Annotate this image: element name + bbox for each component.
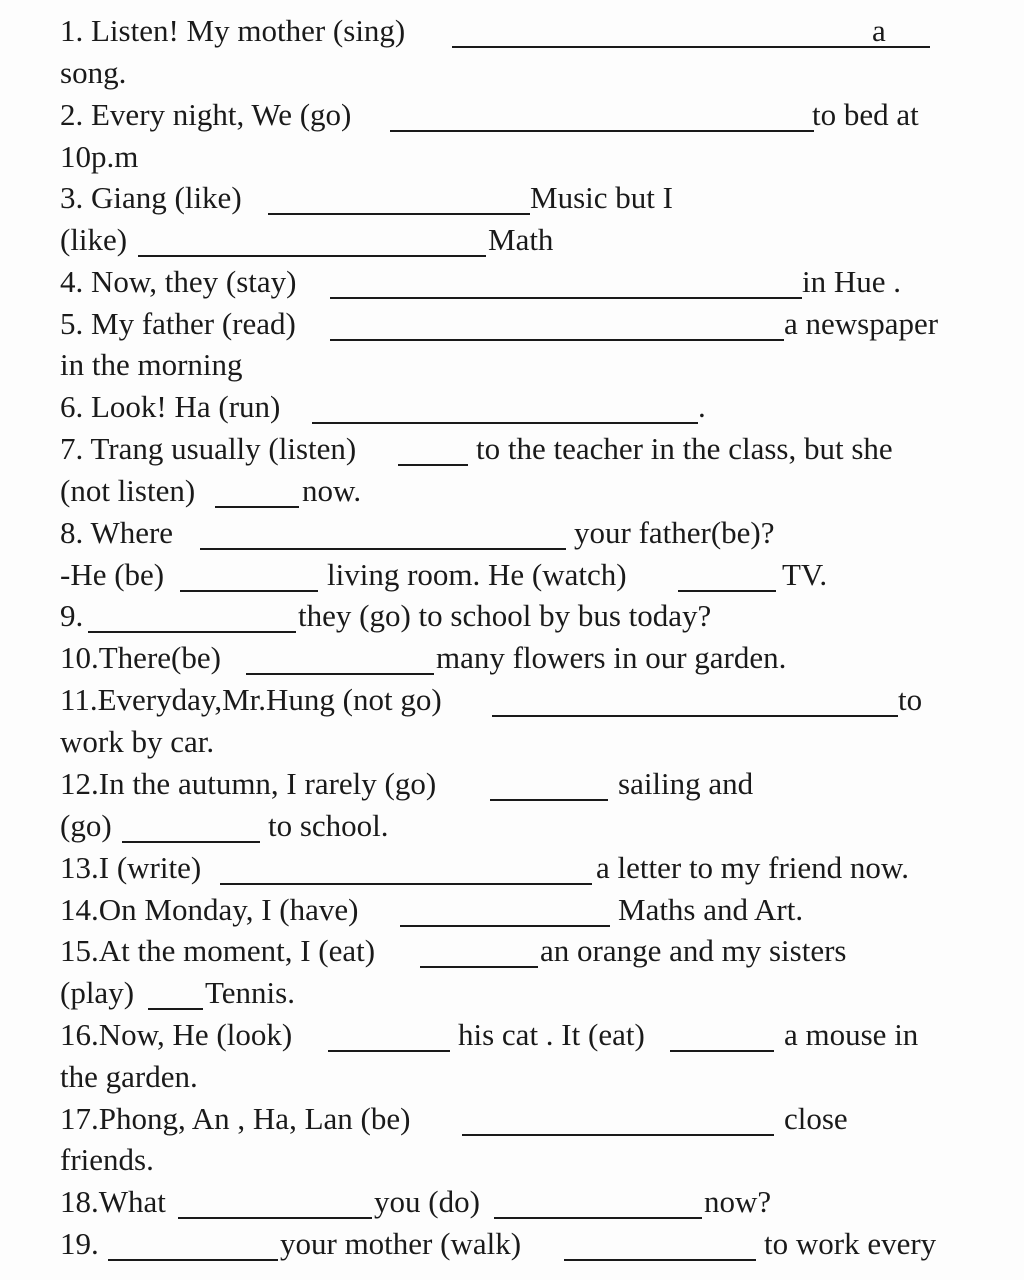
sentence-text: 4. Now, they (stay) <box>60 264 297 299</box>
sentence-text: 14.On Monday, I (have) <box>60 892 359 927</box>
worksheet-line <box>60 177 980 219</box>
answer-blank[interactable] <box>490 763 608 805</box>
sentence-text: 10.There(be) <box>60 640 221 675</box>
worksheet-line <box>60 261 980 303</box>
answer-blank[interactable] <box>178 1181 372 1223</box>
worksheet-line <box>60 637 980 679</box>
worksheet-line <box>60 1014 980 1056</box>
sentence-text: 6. Look! Ha (run) <box>60 389 281 424</box>
answer-blank[interactable] <box>246 637 434 679</box>
sentence-text: now. <box>302 473 362 508</box>
answer-blank[interactable] <box>180 554 318 596</box>
sentence-text: a newspaper <box>784 306 939 341</box>
sentence-text: in the morning <box>60 347 243 382</box>
sentence-text: a letter to my friend now. <box>596 850 910 885</box>
answer-blank[interactable] <box>330 303 784 345</box>
sentence-text: to the teacher in the class, but she <box>476 431 893 466</box>
answer-blank[interactable] <box>492 679 898 721</box>
answer-blank[interactable] <box>400 889 610 931</box>
answer-blank[interactable] <box>148 972 203 1014</box>
worksheet-line <box>60 679 980 721</box>
worksheet-line <box>60 428 980 470</box>
answer-blank[interactable] <box>200 512 566 554</box>
sentence-text: -He (be) <box>60 557 165 592</box>
worksheet-line <box>60 1223 980 1265</box>
worksheet-line <box>60 554 980 596</box>
answer-blank[interactable] <box>420 930 538 972</box>
worksheet-line <box>60 303 980 345</box>
worksheet-line <box>60 470 980 512</box>
sentence-text: song. <box>60 55 127 90</box>
answer-blank[interactable] <box>564 1223 756 1265</box>
answer-blank[interactable] <box>215 470 299 512</box>
answer-blank[interactable] <box>268 177 530 219</box>
sentence-text: . <box>698 389 706 424</box>
worksheet-line <box>60 512 980 554</box>
sentence-text: many flowers in our garden. <box>436 640 787 675</box>
sentence-text: 9. <box>60 598 84 633</box>
sentence-text: 16.Now, He (look) <box>60 1017 293 1052</box>
sentence-text: they (go) to school by bus today? <box>298 598 712 633</box>
sentence-text: 10p.m <box>60 139 139 174</box>
sentence-text: 11.Everyday,Mr.Hung (not go) <box>60 682 442 717</box>
worksheet-line <box>60 94 980 136</box>
sentence-text: living room. He (watch) <box>327 557 627 592</box>
worksheet-line <box>60 52 980 94</box>
answer-blank[interactable] <box>462 1098 774 1140</box>
sentence-text: your mother (walk) <box>280 1226 522 1261</box>
worksheet-line <box>60 889 980 931</box>
sentence-text: 1. Listen! My mother (sing) <box>60 13 406 48</box>
sentence-text: 19. <box>60 1226 99 1261</box>
answer-blank[interactable] <box>670 1014 774 1056</box>
worksheet-line <box>60 1056 980 1098</box>
sentence-text: to school. <box>268 808 389 843</box>
worksheet-line <box>60 136 980 178</box>
sentence-text: sailing and <box>618 766 754 801</box>
worksheet-line <box>60 595 980 637</box>
sentence-text: Math <box>488 222 554 257</box>
answer-blank[interactable] <box>494 1181 702 1223</box>
answer-blank[interactable] <box>88 595 296 637</box>
sentence-text: 12.In the autumn, I rarely (go) <box>60 766 437 801</box>
worksheet-line <box>60 10 980 52</box>
sentence-text: 2. Every night, We (go) <box>60 97 352 132</box>
sentence-text: to work every <box>764 1226 937 1261</box>
worksheet-line <box>60 386 980 428</box>
sentence-text: 5. My father (read) <box>60 306 296 341</box>
sentence-text: 17.Phong, An , Ha, Lan (be) <box>60 1101 411 1136</box>
worksheet-line <box>60 763 980 805</box>
answer-blank[interactable] <box>138 219 486 261</box>
sentence-text: 15.At the moment, I (eat) <box>60 933 376 968</box>
worksheet-line <box>60 721 980 763</box>
worksheet-line <box>60 930 980 972</box>
sentence-text: you (do) <box>374 1184 480 1219</box>
sentence-text: his cat . It (eat) <box>458 1017 645 1052</box>
worksheet-line <box>60 847 980 889</box>
sentence-text: in Hue . <box>802 264 902 299</box>
sentence-text: the garden. <box>60 1059 198 1094</box>
worksheet-line <box>60 1098 980 1140</box>
answer-blank[interactable] <box>678 554 776 596</box>
sentence-text: 3. Giang (like) <box>60 180 242 215</box>
answer-blank[interactable] <box>328 1014 450 1056</box>
sentence-text: your father(be)? <box>574 515 775 550</box>
worksheet-line <box>60 805 980 847</box>
worksheet-line <box>60 972 980 1014</box>
sentence-text: 13.I (write) <box>60 850 202 885</box>
sentence-text: to <box>898 682 923 717</box>
answer-blank[interactable] <box>312 386 698 428</box>
sentence-text: now? <box>704 1184 772 1219</box>
worksheet-line <box>60 344 980 386</box>
sentence-text: a mouse in <box>784 1017 919 1052</box>
sentence-text: work by car. <box>60 724 215 759</box>
sentence-text: (like) <box>60 222 128 257</box>
sentence-text: 18.What <box>60 1184 166 1219</box>
sentence-text: 8. Where <box>60 515 174 550</box>
answer-blank[interactable] <box>330 261 802 303</box>
sentence-text: (go) <box>60 808 112 843</box>
answer-blank[interactable] <box>398 428 468 470</box>
sentence-text: an orange and my sisters <box>540 933 847 968</box>
sentence-text: (play) <box>60 975 135 1010</box>
sentence-text: Tennis. <box>205 975 295 1010</box>
sentence-text: to bed at <box>812 97 919 132</box>
sentence-text: close <box>784 1101 848 1136</box>
sentence-text: 7. Trang usually (listen) <box>60 431 357 466</box>
worksheet-line <box>60 1139 980 1181</box>
sentence-text: TV. <box>782 557 828 592</box>
sentence-text: a <box>872 13 886 48</box>
answer-blank[interactable] <box>452 10 930 52</box>
answer-blank[interactable] <box>390 94 814 136</box>
sentence-text: Maths and Art. <box>618 892 804 927</box>
sentence-text: (not listen) <box>60 473 196 508</box>
worksheet-line <box>60 219 980 261</box>
worksheet-line <box>60 1181 980 1223</box>
sentence-text: friends. <box>60 1142 154 1177</box>
sentence-text: Music but I <box>530 180 673 215</box>
answer-blank[interactable] <box>220 847 592 889</box>
answer-blank[interactable] <box>108 1223 278 1265</box>
answer-blank[interactable] <box>122 805 260 847</box>
